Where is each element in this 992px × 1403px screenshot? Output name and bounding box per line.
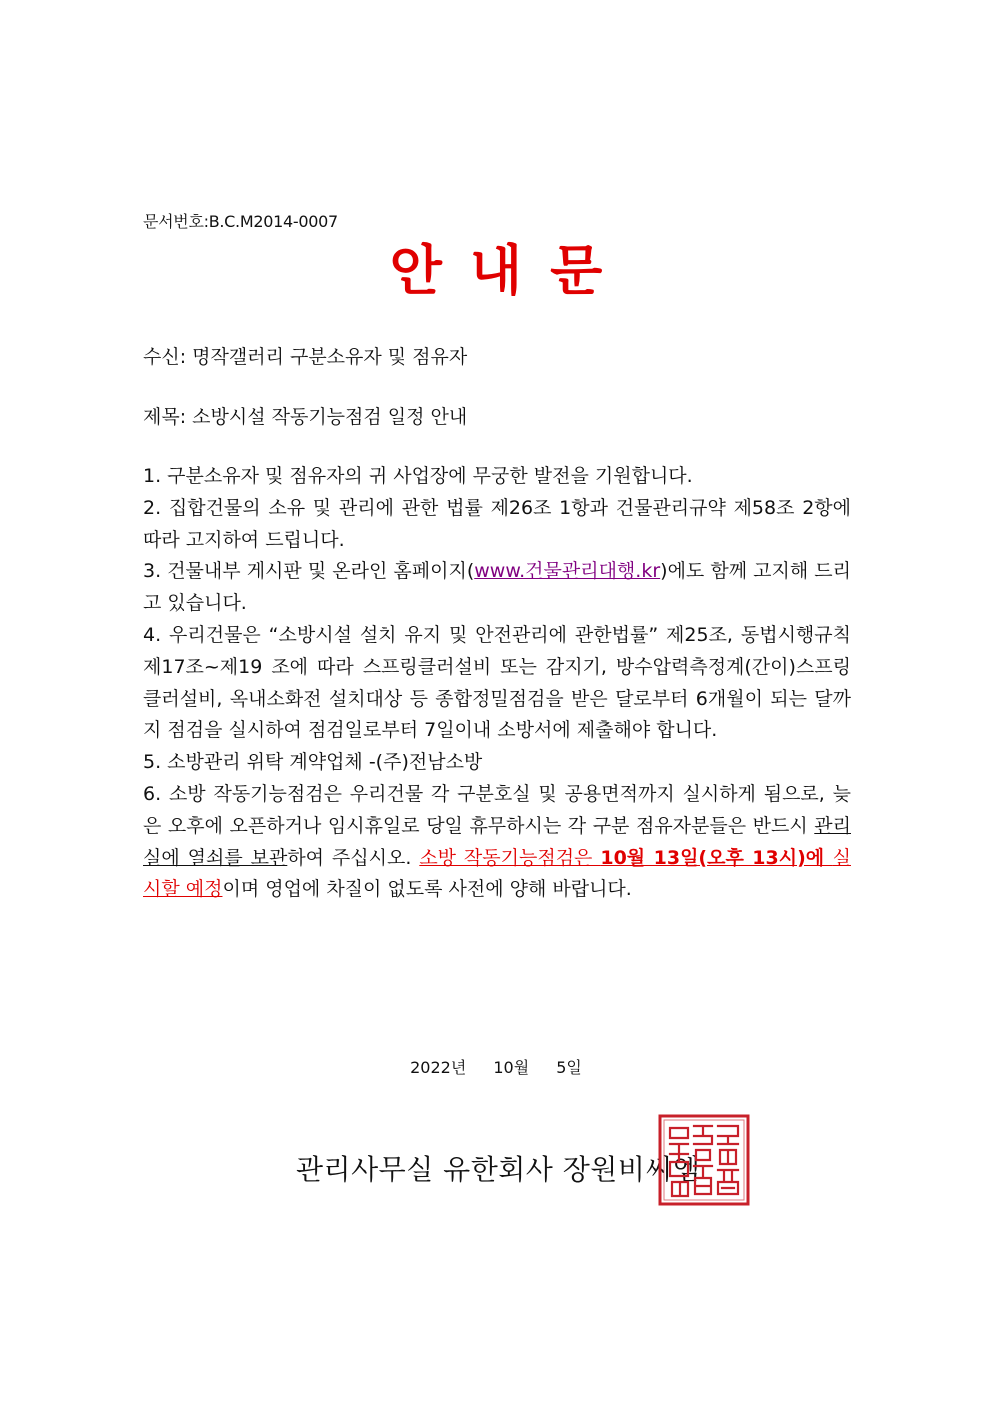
item-4: 4. 우리건물은 “소방시설 설치 유지 및 안전관리에 관한법률” 제25조, 동법시행규칙 제17조~제19 조에 따라 스프링클러설비 또는 감지기, 방수압력측정계(간이)스프링클러설비, 옥내소화전 설치대상 등 종합정밀점검을 받은 달로부터 6개월이 되는 달까지 점검을 실시하여 점검일로부터 7일이내 소방서에 제출해야 합니다.: [143, 623, 851, 742]
item-6: [143, 779, 851, 906]
subject-line: 제목: 소방시설 작동기능점검 일정 안내: [143, 406, 468, 428]
issue-date: 2022년 10월 5일: [410, 1058, 582, 1077]
document-number: 문서번호:B.C.M2014-0007: [143, 212, 338, 231]
inspection-date: 10월 13일(오후 13시)에: [600, 846, 833, 869]
issuer-name: 관리사무실 유한회사 장원비씨엠: [296, 1153, 701, 1186]
item-6-text-c: 이며 영업에 차질이 없도록 사전에 양해 바랍니다.: [222, 878, 632, 901]
document-title: 안내문: [389, 239, 631, 302]
inspection-notice-red: 소방 작동기능점검은: [419, 846, 601, 869]
item-6-text-a: 6. 소방 작동기능점검은 우리건물 각 구분호실 및 공용면적까지 실시하게 됨으로, 늦은 오후에 오픈하거나 임시휴일로 당일 휴무하시는 각 구분 점유자분들은 반드시: [143, 782, 851, 837]
recipient-line: 수신: 명작갤러리 구분소유자 및 점유자: [143, 346, 468, 368]
company-seal-stamp: [658, 1114, 750, 1206]
item-3-text-start: 3. 건물내부 게시판 및 온라인 홈페이지(: [143, 560, 475, 583]
item-1: 1. 구분소유자 및 점유자의 귀 사업장에 무궁한 발전을 기원합니다.: [143, 465, 693, 487]
item-2: 2. 집합건물의 소유 및 관리에 관한 법률 제26조 1항과 건물관리규약 제58조 2항에 따라 고지하여 드립니다.: [143, 496, 851, 551]
item-3: [143, 556, 851, 620]
item-5: 5. 소방관리 위탁 계약업체 -(주)전남소방: [143, 751, 483, 774]
item-3-text-end: )에도 함께 고지해 드리고 있습니다.: [143, 560, 851, 615]
scheduled-notice-red: 실시할 예정: [143, 846, 851, 901]
item-6-text-b: 하여 주십시오.: [287, 846, 420, 869]
homepage-link[interactable]: www.건물관리대행.kr: [474, 560, 661, 583]
document-body: [143, 461, 851, 906]
key-storage-notice: 관리실에 열쇠를 보관: [143, 814, 851, 869]
